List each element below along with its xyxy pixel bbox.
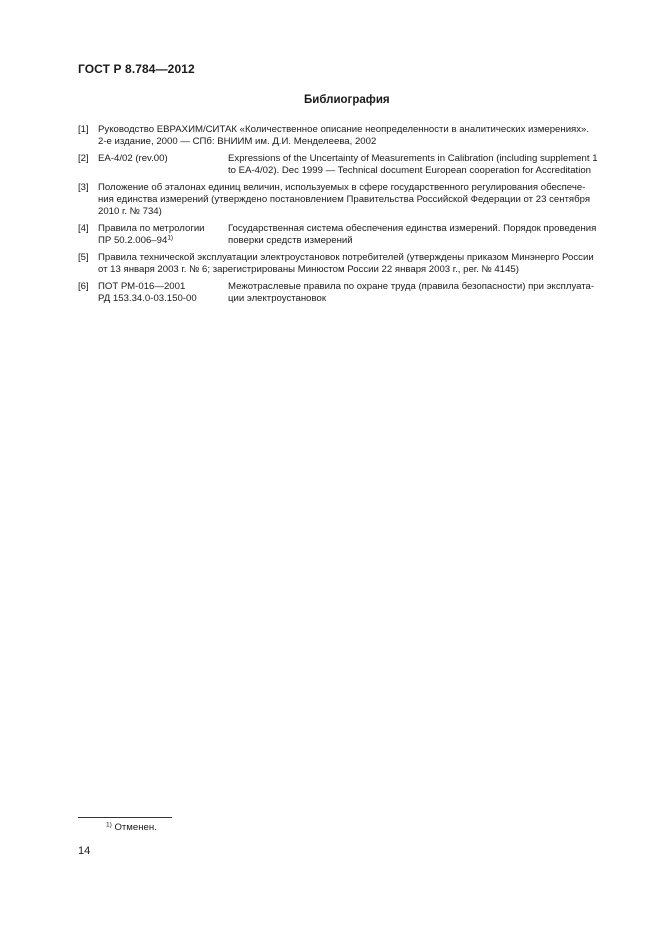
bibliography-entry-6 [78, 281, 616, 305]
entry-text-line: 2-е издание, 2000 — СПб: ВНИИМ им. Д.И. Менделеева, 2002 [98, 136, 377, 148]
entry-document-code [98, 223, 228, 247]
bibliography-entry-5 [78, 252, 616, 276]
entry-code-text: ПР 50.2.006–94 [98, 235, 168, 247]
entry-number: [3] [78, 182, 89, 193]
entry-number: [4] [78, 223, 89, 235]
entry-number: [5] [78, 252, 89, 264]
entry-text [98, 182, 616, 219]
entry-text-line: Руководство ЕВРАХИМ/СИТАК «Количественное описание неопределенности в аналитических измерениях». [98, 124, 590, 135]
footnote [106, 822, 157, 833]
section-title: Библиография [304, 94, 390, 106]
document-standard-id: ГОСТ Р 8.784—2012 [78, 62, 195, 76]
bibliography-entry-1 [78, 124, 616, 148]
entry-code-line: РД 153.34.0-03.150-00 [98, 293, 197, 305]
bibliography-entry-4 [78, 223, 616, 247]
entry-desc-line: ции электроустановок [228, 293, 327, 305]
entry-code-line: ПОТ РМ-016—2001 [98, 281, 186, 293]
bibliography-list [78, 124, 616, 310]
entry-number: [1] [78, 124, 89, 135]
page-number: 14 [78, 845, 91, 857]
entry-desc-line: to EA-4/02). Dec 1999 — Technical document European cooperation for Accreditation [228, 165, 592, 177]
entry-text-line: Правила технической эксплуатации электроустановок потребителей (утверждены приказом Минэнерго России [98, 252, 594, 264]
entry-document-code [98, 153, 228, 177]
entry-text [98, 252, 616, 276]
entry-code-line: EA-4/02 (rev.00) [98, 153, 168, 164]
entry-description [228, 223, 616, 247]
entry-description [228, 281, 616, 305]
entry-text [98, 124, 616, 148]
entry-text-line: ния единства измерений (утверждено постановлением Правительства Российской Федерации от 23 сентября [98, 194, 591, 206]
entry-text-line: 2010 г. № 734) [98, 206, 162, 218]
bibliography-entry-3 [78, 182, 616, 219]
footnote-text: Отменен. [111, 822, 157, 833]
entry-text-line: от 13 января 2003 г. № 6; зарегистрированы Минюстом России 22 января 2003 г., рег. № 4145) [98, 264, 519, 276]
entry-description [228, 153, 616, 177]
entry-document-code [98, 281, 228, 305]
entry-desc-line: поверки средств измерений [228, 235, 353, 247]
entry-code-line: Правила по метрологии [98, 223, 205, 235]
entry-code-line-with-footnote [98, 235, 228, 247]
footnote-reference: 1) [167, 234, 174, 242]
entry-desc-line: Государственная система обеспечения единства измерений. Порядок проведения [228, 223, 597, 235]
entry-desc-line: Межотраслевые правила по охране труда (правила безопасности) при эксплуата- [228, 281, 595, 293]
entry-desc-line: Expressions of the Uncertainty of Measurements in Calibration (including supplement 1 [228, 153, 598, 164]
entry-text-line: Положение об эталонах единиц величин, используемых в сфере государственного регулирования обеспече- [98, 182, 586, 193]
entry-number: [6] [78, 281, 89, 293]
footnote-separator [78, 817, 172, 818]
footnote-marker: 1) [106, 821, 112, 829]
entry-number: [2] [78, 153, 89, 164]
bibliography-entry-2 [78, 153, 616, 177]
